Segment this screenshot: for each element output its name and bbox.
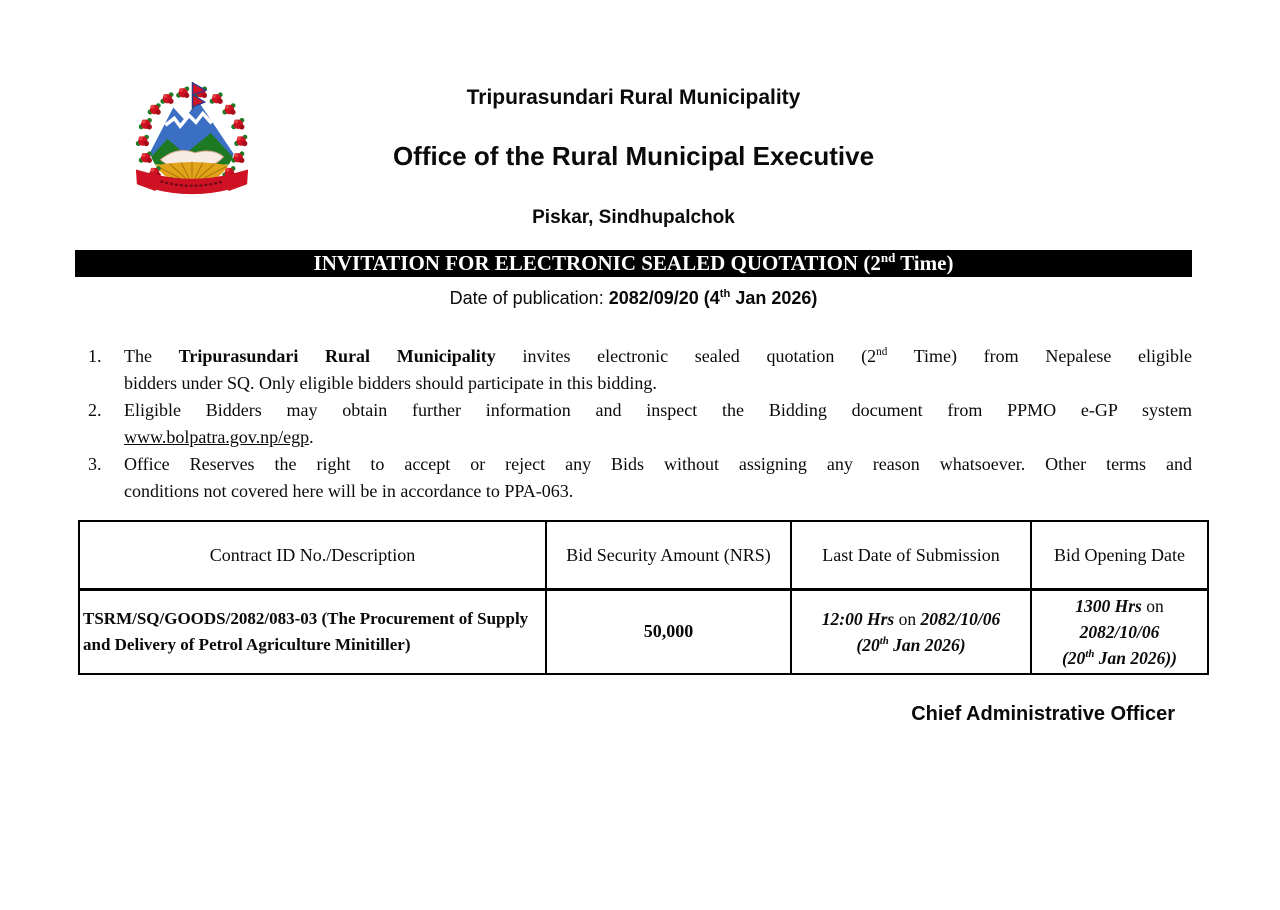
banner-text-end: Time) bbox=[895, 251, 954, 275]
item-2-line-1: Eligible Bidders may obtain further information and inspect the Bidding document from PPMO e-GP system bbox=[124, 400, 1192, 420]
table-header-row bbox=[79, 521, 1208, 589]
publication-date-value: 2082/09/20 (4 bbox=[608, 288, 720, 308]
col-header-last-date: Last Date of Submission bbox=[791, 521, 1031, 589]
submission-conj: on bbox=[894, 608, 921, 629]
cell-bid-security: 50,000 bbox=[546, 589, 791, 674]
item-3-line-2: conditions not covered here will be in accordance to PPA-063. bbox=[124, 481, 574, 501]
item-2-line-2 bbox=[124, 424, 1192, 451]
item-1-text-mid: invites electronic sealed quotation (2 bbox=[495, 346, 877, 366]
submission-paren-end: Jan 2026) bbox=[888, 634, 966, 655]
banner-ordinal-sup: nd bbox=[880, 250, 896, 265]
opening-paren-end: Jan 2026)) bbox=[1094, 647, 1177, 668]
item-2-period: . bbox=[309, 427, 314, 447]
opening-line-2 bbox=[1035, 619, 1204, 645]
opening-date: 2082/10/06 bbox=[1079, 621, 1160, 642]
item-3-line-1: Office Reserves the right to accept or reject any Bids without assigning any reason whatsoever. Other terms and bbox=[124, 454, 1192, 474]
invitation-banner bbox=[75, 250, 1192, 277]
bolpatra-link[interactable]: www.bolpatra.gov.np/egp bbox=[124, 427, 310, 447]
opening-sup: th bbox=[1085, 647, 1095, 660]
bid-table bbox=[78, 520, 1209, 675]
item-1-line-2: bidders under SQ. Only eligible bidders should participate in this bidding. bbox=[124, 373, 657, 393]
location-line: Piskar, Sindhupalchok bbox=[532, 207, 735, 228]
publication-date-value-end: Jan 2026) bbox=[730, 288, 818, 308]
notice-item-1 bbox=[88, 343, 1192, 397]
notice-list bbox=[88, 343, 1192, 505]
submission-line-1 bbox=[795, 606, 1027, 632]
item-1-bold-text: Tripurasundari Rural Municipality bbox=[178, 346, 496, 366]
notice-item-3 bbox=[88, 451, 1192, 505]
notice-item-2 bbox=[88, 397, 1192, 451]
item-number: 3. bbox=[88, 454, 102, 474]
item-number: 1. bbox=[88, 346, 102, 366]
opening-line-3 bbox=[1035, 645, 1204, 671]
cell-last-date bbox=[791, 589, 1031, 674]
cell-contract-id: TSRM/SQ/GOODS/2082/083-03 (The Procurement of Supply and Delivery of Petrol Agriculture Minitiller) bbox=[79, 589, 546, 674]
office-title: Office of the Rural Municipal Executive bbox=[392, 141, 875, 171]
item-1-text: The bbox=[124, 346, 179, 366]
municipality-name: Tripurasundari Rural Municipality bbox=[466, 86, 801, 109]
submission-time: 12:00 Hrs bbox=[821, 608, 895, 629]
publication-date-line bbox=[75, 288, 1192, 309]
cell-opening-date bbox=[1031, 589, 1208, 674]
table-row bbox=[79, 589, 1208, 674]
col-header-bid-security: Bid Security Amount (NRS) bbox=[546, 521, 791, 589]
item-1-text-end: Time) from Nepalese eligible bbox=[887, 346, 1192, 366]
submission-line-2 bbox=[795, 632, 1027, 658]
item-1-line-1 bbox=[124, 343, 1192, 370]
col-header-contract: Contract ID No./Description bbox=[79, 521, 546, 589]
item-number: 2. bbox=[88, 400, 102, 420]
publication-date-label: Date of publication: bbox=[449, 288, 609, 308]
opening-conj: on bbox=[1141, 595, 1164, 616]
banner-text: INVITATION FOR ELECTRONIC SEALED QUOTATION (2 bbox=[313, 251, 881, 275]
publication-date-sup: th bbox=[719, 288, 731, 300]
submission-date: 2082/10/06 bbox=[920, 608, 1001, 629]
submission-paren: (20 bbox=[856, 634, 880, 655]
item-1-sup: nd bbox=[876, 346, 888, 358]
col-header-opening-date: Bid Opening Date bbox=[1031, 521, 1208, 589]
opening-line-1 bbox=[1035, 593, 1204, 619]
opening-time: 1300 Hrs bbox=[1075, 595, 1142, 616]
submission-sup: th bbox=[879, 634, 889, 647]
signatory-title: Chief Administrative Officer bbox=[911, 703, 1175, 725]
opening-paren: (20 bbox=[1061, 647, 1086, 668]
